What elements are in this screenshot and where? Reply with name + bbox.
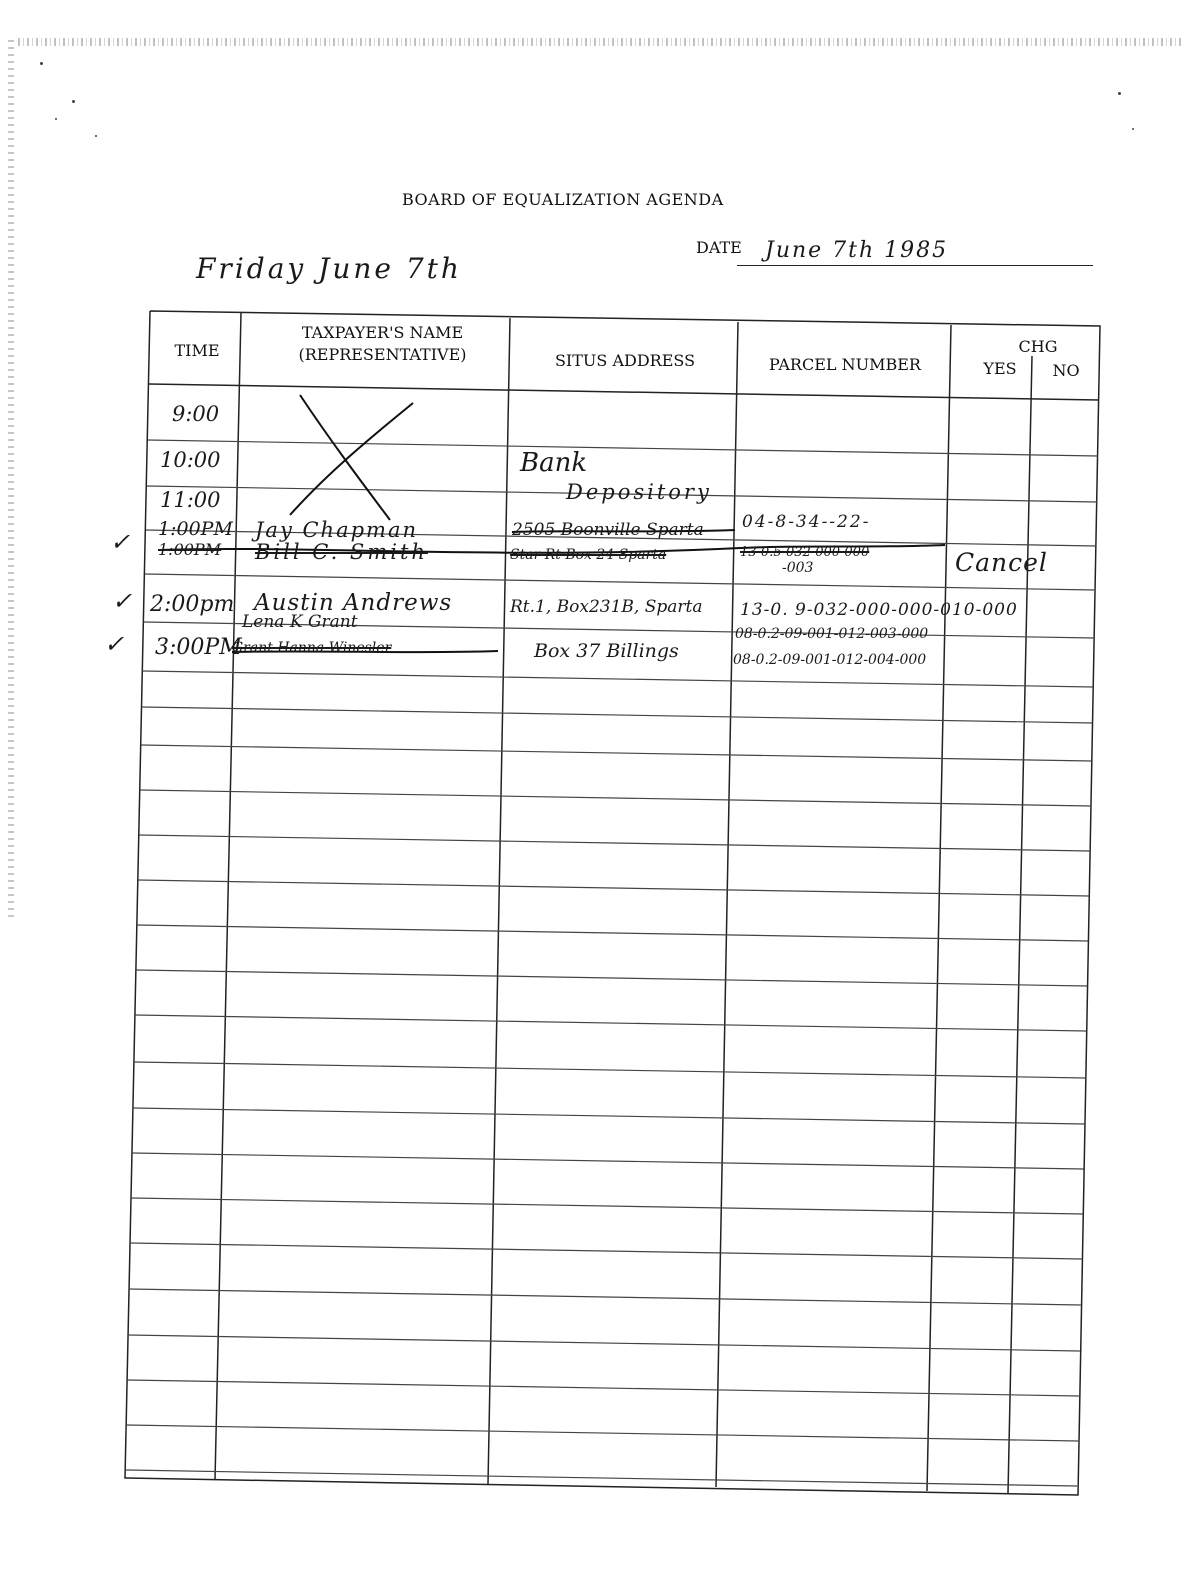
row-time: 10:00 bbox=[160, 448, 221, 472]
header-parcel: PARCEL NUMBER bbox=[769, 355, 921, 374]
check-mark: ✓ bbox=[104, 630, 125, 658]
header-name-line2: (REPRESENTATIVE) bbox=[298, 345, 467, 364]
table-row-rule bbox=[128, 1335, 1080, 1351]
row-situs: Depository bbox=[566, 480, 712, 504]
header-name-line1: TAXPAYER'S NAME bbox=[301, 323, 464, 342]
header-name bbox=[280, 322, 485, 366]
table-row-rule bbox=[133, 1108, 1084, 1124]
table-row-rule bbox=[137, 925, 1088, 941]
table-row-rule bbox=[125, 1470, 1077, 1486]
row-time: 3:00PM bbox=[155, 635, 242, 660]
table-row-rule bbox=[131, 1198, 1082, 1214]
row-situs: Box 37 Billings bbox=[534, 640, 679, 662]
row-parcel: 08-0.2-09-001-012-003-000 bbox=[735, 626, 929, 642]
row-note-cancel: Cancel bbox=[955, 548, 1048, 577]
table-row-rule bbox=[138, 880, 1089, 896]
table-row-rule bbox=[130, 1243, 1082, 1259]
table-row-rule bbox=[141, 745, 1092, 761]
row-parcel: 13-0. 9-032-000-000-010-000 bbox=[740, 600, 1018, 620]
row-time: 1:00PM bbox=[158, 540, 222, 559]
header-time: TIME bbox=[174, 341, 220, 360]
row-situs: Bank bbox=[520, 448, 588, 478]
row-parcel-2: 08-0.2-09-001-012-004-000 bbox=[733, 652, 927, 668]
table-row-rule bbox=[129, 1289, 1081, 1305]
row-situs: Star Rt Box 24 Sparta bbox=[510, 547, 667, 563]
row-name: Jay Chapman bbox=[255, 518, 418, 542]
table-row-rule bbox=[140, 790, 1091, 806]
row-name-added: Lena K Grant bbox=[242, 612, 358, 632]
table-row-rule bbox=[142, 707, 1093, 723]
header-chg: CHG bbox=[1018, 337, 1058, 356]
row-time: 2:00pm bbox=[150, 592, 235, 617]
row-name: Grant Hanna Winesler bbox=[232, 640, 392, 656]
row-parcel-suffix: -003 bbox=[782, 560, 814, 576]
date-label: DATE bbox=[696, 238, 742, 257]
table-row-rule bbox=[126, 1425, 1078, 1441]
table-row-rule bbox=[136, 970, 1087, 986]
check-mark: ✓ bbox=[112, 587, 133, 615]
table-row-rule bbox=[139, 835, 1090, 851]
row-situs: 2505 Boonville Sparta bbox=[512, 520, 704, 540]
header-situs: SITUS ADDRESS bbox=[554, 351, 696, 370]
header-yes: YES bbox=[983, 359, 1017, 378]
table-row-rule bbox=[143, 671, 1094, 687]
row-time: 11:00 bbox=[160, 488, 221, 512]
row-parcel: 13-0.5-032-000-000 bbox=[740, 545, 870, 560]
table-row-rule bbox=[148, 440, 1098, 456]
table-row-rule bbox=[127, 1380, 1079, 1396]
row-situs: Rt.1, Box231B, Sparta bbox=[510, 597, 703, 617]
row-name: Austin Andrews bbox=[254, 590, 453, 616]
table-row-rule bbox=[135, 1015, 1086, 1031]
row-time: 1:00PM bbox=[158, 518, 233, 540]
check-mark: ✓ bbox=[110, 528, 131, 556]
table-row-rule bbox=[145, 574, 1095, 590]
header-no: NO bbox=[1052, 361, 1080, 380]
row-parcel: 04-8-34--22- bbox=[742, 512, 871, 532]
form-title: BOARD OF EQUALIZATION AGENDA bbox=[402, 190, 724, 209]
date-value: June 7th 1985 bbox=[765, 238, 949, 263]
row-time: 9:00 bbox=[172, 402, 220, 426]
row-name: Bill C. Smith bbox=[255, 540, 428, 564]
table-row-rule bbox=[132, 1153, 1083, 1169]
table-row-rule bbox=[134, 1062, 1085, 1078]
handwritten-day: Friday June 7th bbox=[196, 252, 462, 285]
